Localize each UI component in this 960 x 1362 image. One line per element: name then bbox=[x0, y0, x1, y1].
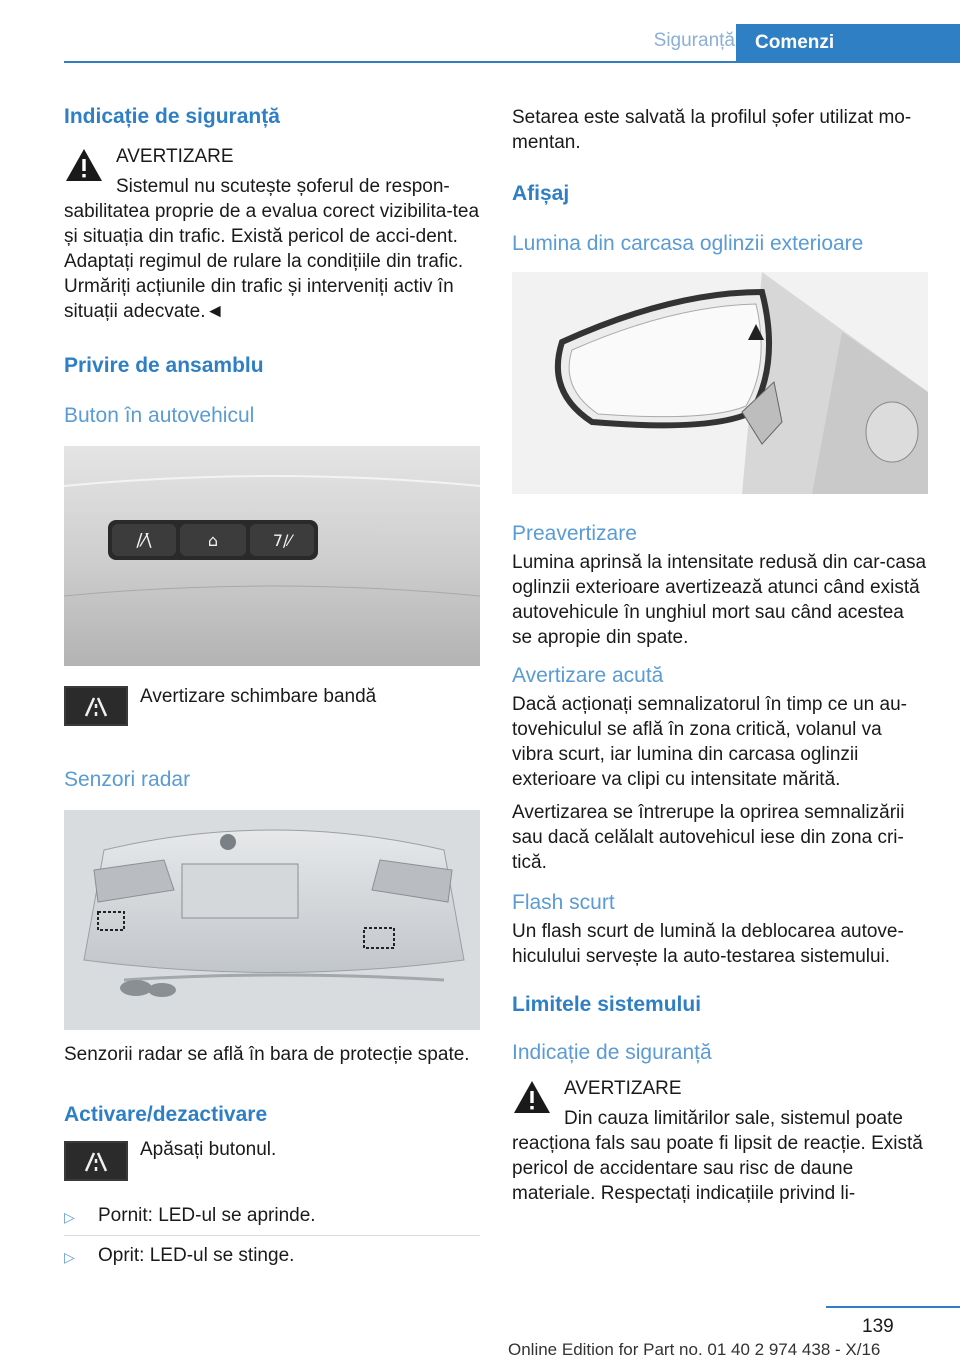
header-section-label: Siguranță bbox=[653, 30, 735, 51]
interrupt-text: Avertizarea se întrerupe la oprirea semnalizării sau dacă celălalt autovehicul iese din zona cri-tică. bbox=[512, 802, 905, 873]
header-rule bbox=[64, 61, 960, 63]
prewarn-text: Lumina aprinsă la intensitate redusă din car-casa oglinzii exterioare avertizează atunci când există autovehicule în unghiul mort sau când acestea se apropie din spate. bbox=[512, 552, 927, 648]
warning-text-left: Sistemul nu scutește șoferul de respon-sabilitatea proprie de a evalua corect vizibilita-tea și situația din trafic. Există pericol de acci-dent. Adaptați regimul de rulare la condițiile din trafic. Urmăriți acțiunile din trafic și interveniți activ în situații adecvate.◄ bbox=[64, 176, 480, 322]
flash-text: Un flash scurt de lumină la deblocarea autove-hiculului servește la auto-testarea sistemului. bbox=[512, 921, 904, 967]
prewarn-heading: Preavertizare bbox=[512, 522, 637, 545]
triangle-bullet-icon: ▷ bbox=[64, 1209, 75, 1225]
mirror-heading: Lumina din carcasa oglinzii exterioare bbox=[512, 232, 864, 255]
edition-footer: Online Edition for Part no. 01 40 2 974 438 - X/16 bbox=[508, 1340, 881, 1359]
list-item: ▷ Pornit: LED-ul se aprinde. bbox=[64, 1203, 480, 1236]
list-item: ▷ Oprit: LED-ul se stinge. bbox=[64, 1243, 480, 1275]
activation-row bbox=[64, 1141, 480, 1181]
warning-label-left: AVERTIZARE bbox=[116, 146, 234, 167]
warning-label-right: AVERTIZARE bbox=[564, 1078, 682, 1099]
lane-change-label: Avertizare schimbare bandă bbox=[140, 686, 377, 707]
button-panel-photo bbox=[64, 446, 480, 666]
svg-text:⌂: ⌂ bbox=[207, 531, 219, 550]
press-button-text: Apăsați butonul. bbox=[140, 1139, 277, 1160]
footer-rule bbox=[826, 1306, 960, 1308]
intro-text: Setarea este salvată la profilul șofer utilizat mo-mentan. bbox=[512, 107, 912, 153]
button-heading: Buton în autovehicul bbox=[64, 404, 255, 427]
lane-change-button-icon-2 bbox=[64, 1141, 128, 1181]
triangle-bullet-icon: ▷ bbox=[64, 1249, 75, 1265]
safety-heading-left: Indicație de siguranță bbox=[64, 105, 280, 128]
display-heading: Afișaj bbox=[512, 182, 570, 205]
left-column bbox=[64, 100, 480, 1282]
rear-car-radar-photo bbox=[64, 810, 480, 1030]
radar-heading: Senzori radar bbox=[64, 768, 191, 791]
limits-heading: Limitele sistemului bbox=[512, 993, 702, 1016]
overview-heading: Privire de ansamblu bbox=[64, 354, 264, 377]
svg-text:7/⁄: 7/⁄ bbox=[272, 531, 292, 550]
radar-text: Senzorii radar se află în bara de protecție spate. bbox=[64, 1044, 470, 1065]
safety-heading-right: Indicație de siguranță bbox=[512, 1041, 712, 1064]
on-off-list bbox=[64, 1203, 480, 1275]
warning-triangle-icon bbox=[64, 147, 104, 183]
acute-heading: Avertizare acută bbox=[512, 664, 664, 687]
warning-triangle-icon bbox=[512, 1079, 552, 1115]
lane-change-row bbox=[64, 686, 480, 726]
activation-heading: Activare/dezactivare bbox=[64, 1103, 268, 1126]
acute-text: Dacă acționați semnalizatorul în timp ce un au-tovehiculul se află în zona critică, volanul va vibra scurt, iar lumina din carcasa oglinzii exterioare va clipi cu intensitate mărită. bbox=[512, 694, 907, 790]
mirror-light-photo bbox=[512, 272, 928, 494]
warning-text-right: Din cauza limitărilor sale, sistemul poate reacționa fals sau poate fi lipsit de reacție. Există pericol de accidentare sau risc de daune materiale. Respectați indicațiile privind li- bbox=[512, 1108, 923, 1204]
page-number: 139 bbox=[862, 1316, 894, 1337]
svg-text:/⁄\: /⁄\ bbox=[136, 530, 152, 551]
right-column bbox=[512, 100, 928, 1206]
flash-heading: Flash scurt bbox=[512, 891, 615, 914]
lane-change-button-icon bbox=[64, 686, 128, 726]
header-chapter-tab: Comenzi bbox=[736, 24, 960, 62]
